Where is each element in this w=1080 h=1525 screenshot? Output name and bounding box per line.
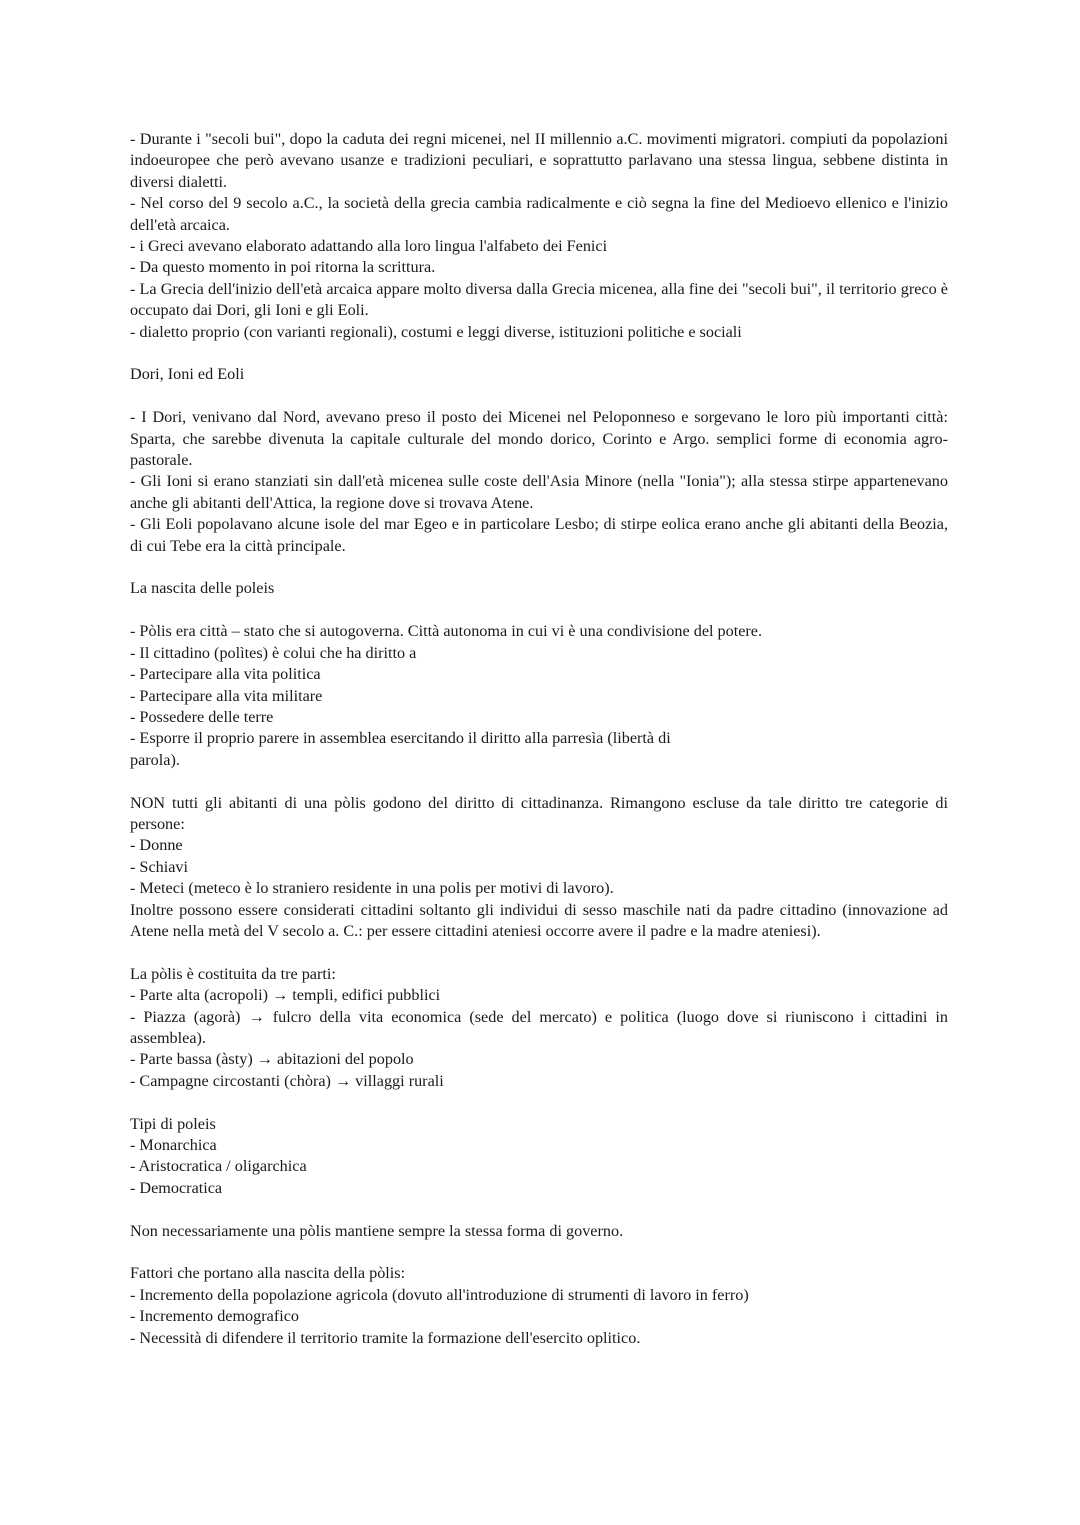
cittadinanza-note: Inoltre possono essere considerati cittadini soltanto gli individui di sesso maschile nati da padre cittadino (innovazione ad Atene nella metà del V secolo a. C.: per essere cittadini ateniesi occorre avere il padre e la madre ateniesi). — [130, 900, 948, 940]
dori-item: - I Dori, venivano dal Nord, avevano preso il posto dei Micenei nel Peloponneso e sorgevano le loro più importanti città: Sparta, che sarebbe divenuta la capitale culturale del mondo dorico, Corinto e Argo. semplici forme di economia agro-pastorale. — [130, 408, 948, 470]
dori-section — [130, 407, 948, 557]
section-heading-parti: La pòlis è costituita da tre parti: — [130, 964, 336, 983]
list-item: - Incremento demografico — [130, 1307, 299, 1326]
intro-section — [130, 129, 948, 343]
list-item: - Meteci (meteco è lo straniero residente in una polis per motivi di lavoro). — [130, 879, 614, 898]
parresia-line-1: - Esporre il proprio parere in assemblea esercitando il diritto alla parresìa (libertà di — [130, 729, 671, 748]
parresia-line-2: parola). — [130, 750, 180, 769]
nascita-section — [130, 621, 948, 771]
intro-item: - i Greci avevano elaborato adattando alla loro lingua l'alfabeto dei Fenici — [130, 237, 608, 256]
cittadinanza-lead: NON tutti gli abitanti di una pòlis godono del diritto di cittadinanza. Rimangono escluse da tale diritto tre categorie di persone: — [130, 793, 948, 833]
list-item: - Incremento della popolazione agricola (dovuto all'introduzione di strumenti di lavoro in ferro) — [130, 1285, 749, 1304]
cittadinanza-section — [130, 793, 948, 943]
list-item — [130, 728, 948, 771]
section-heading-dori: Dori, Ioni ed Eoli — [130, 365, 245, 384]
tipi-section — [130, 1114, 948, 1200]
intro-item: - Durante i "secoli bui", dopo la caduta dei regni micenei, nel II millennio a.C. movimenti migratori. compiuti da popolazioni indoeuropee che però avevano usanze e tradizioni peculiari, e soprattutto parlavano una stessa lingua, sebbene distinta in diversi dialetti. — [130, 130, 948, 191]
document-page — [130, 129, 948, 1349]
intro-item: - La Grecia dell'inizio dell'età arcaica appare molto diversa dalla Grecia micenea, alla fine dei "secoli bui", il territorio greco è occupato dai Dori, gli Ioni e gli Eoli. — [130, 279, 948, 320]
list-item: - Democratica — [130, 1178, 223, 1197]
section-heading-fattori: Fattori che portano alla nascita della pòlis: — [130, 1264, 406, 1283]
list-item: - Aristocratica / oligarchica — [130, 1157, 307, 1176]
intro-item: - dialetto proprio (con varianti regionali), costumi e leggi diverse, istituzioni politiche e sociali — [130, 322, 742, 341]
list-item: - Campagne circostanti (chòra) → villaggi rurali — [130, 1071, 444, 1090]
section-heading-nascita: La nascita delle poleis — [130, 579, 275, 598]
list-item: - Partecipare alla vita militare — [130, 686, 323, 705]
list-item: - Schiavi — [130, 857, 188, 876]
list-item: - Parte bassa (àsty) → abitazioni del popolo — [130, 1050, 414, 1069]
ioni-item: - Gli Ioni si erano stanziati sin dall'età micenea sulle coste dell'Asia Minore (nella "Ionia"); alla stessa stirpe appartenevano anche gli abitanti dell'Attica, la regione dove si trovava Atene. — [130, 472, 948, 512]
governo-note: Non necessariamente una pòlis mantiene sempre la stessa forma di governo. — [130, 1221, 624, 1240]
list-item: - Parte alta (acropoli) → templi, edifici pubblici — [130, 986, 441, 1005]
list-item: - Donne — [130, 836, 183, 855]
list-item: - Monarchica — [130, 1135, 217, 1154]
eoli-item: - Gli Eoli popolavano alcune isole del mar Egeo e in particolare Lesbo; di stirpe eolica erano anche gli abitanti della Beozia, di cui Tebe era la città principale. — [130, 515, 948, 555]
intro-item: - Nel corso del 9 secolo a.C., la società della grecia cambia radicalmente e ciò segna la fine del Medioevo ellenico e l'inizio dell'età arcaica. — [130, 194, 948, 234]
fattori-section — [130, 1263, 948, 1349]
list-item: - Il cittadino (polìtes) è colui che ha diritto a — [130, 643, 417, 662]
list-item: - Piazza (agorà) → fulcro della vita economica (sede del mercato) e politica (luogo dove si riuniscono i cittadini in assemblea). — [130, 1007, 948, 1047]
list-item: - Partecipare alla vita politica — [130, 665, 321, 684]
list-item: - Necessità di difendere il territorio tramite la formazione dell'esercito oplitico. — [130, 1328, 641, 1347]
list-item: - Possedere delle terre — [130, 707, 274, 726]
list-item: - Pòlis era città – stato che si autogoverna. Città autonoma in cui vi è una condivisione del potere. — [130, 622, 763, 641]
parti-section — [130, 964, 948, 1092]
section-heading-tipi: Tipi di poleis — [130, 1114, 216, 1133]
intro-item: - Da questo momento in poi ritorna la scrittura. — [130, 258, 436, 277]
